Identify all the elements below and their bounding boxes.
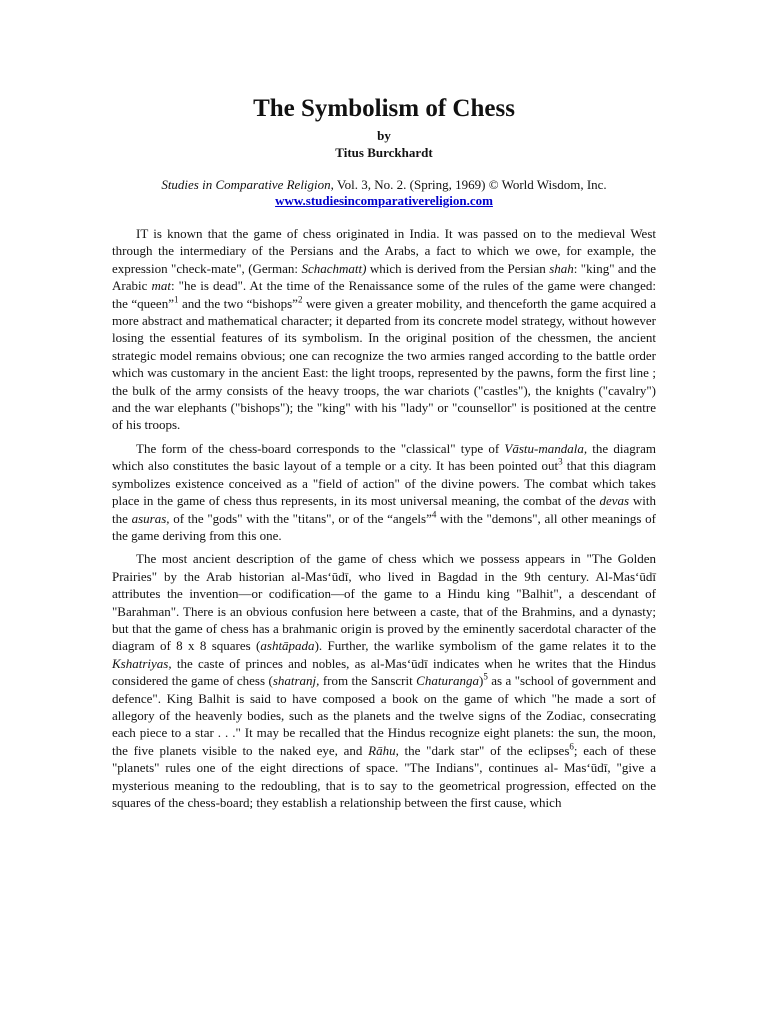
footnote-ref-4[interactable]: 4 [431, 509, 437, 520]
website-link[interactable]: www.studiesincomparativereligion.com [275, 193, 493, 208]
paragraph-1: IT is known that the game of chess originated in India. It was passed on to the medieval West through the intermediary of the Persians and the Arabs, a fact to which we owe, for example, the expression "check-mate", (German: Schachmatt) which is derived from the Persian shah: "king" and the Arabic mat: "he is dead". At the time of the Renaissance some of the rules of the game were changed: the “queen”$^1$ and the two “bishops”$^2$ were given a greater mobility, and thenceforth the game acquired a more abstract and mathematical character; it departed from its concrete model strategy, without however losing the essential features of its symbolism. In the original position of the chessmen, the ancient strategic model remains obvious; one can recognize the two armies ranged according to the battle order which was customary in the ancient East: the light troops, represented by the pawns, form the first line ; the bulk of the army consists of the heavy troops, the war chariots ("castles"), the knights ("cavalry") and the war elephants ("bishops"); the "king" with his "lady" or "counsellor" is positioned at the centre of his troops. [112, 226, 656, 433]
citation-details: , Vol. 3, No. 2. (Spring, 1969) © World Wisdom, Inc. [330, 177, 607, 192]
article-body [112, 225, 656, 811]
footnote-ref-5[interactable]: 5 [483, 671, 488, 682]
journal-name: Studies in Comparative Religion [161, 177, 331, 192]
url-line [112, 193, 656, 209]
paragraph-2: The form of the chess-board corresponds to the "classical" type of Vāstu-mandala, the diagram which also constitutes the basic layout of a temple or a city. It has been pointed out$^3$ that this diagram symbolizes existence conceived as a "field of action" of the divine powers. The combat which takes place in the game of chess thus represents, in its most universal meaning, the combat of the devas with the asuras, of the "gods" with the "titans", or of the “angels”$^4$ with the "demons", all other meanings of the game deriving from this one. [112, 440, 657, 543]
citation [112, 177, 656, 193]
footnote-ref-1[interactable]: 1 [173, 294, 179, 305]
page-title: The Symbolism of Chess [253, 95, 515, 122]
footnote-ref-6[interactable]: 6 [569, 741, 574, 752]
byline-by: by [377, 128, 391, 143]
author-name: Titus Burckhardt [335, 145, 433, 160]
footnote-ref-3[interactable]: 3 [558, 456, 563, 467]
paragraph-3: The most ancient description of the game of chess which we possess appears in "The Golden Prairies" by the Arab historian al-Mas‘ūdī, who lived in Bagdad in the 9th century. Al-Mas‘ūdī attributes the invention—or codification—of the game to a Hindu king "Balhit", a descendant of "Barahman". There is an obvious confusion here between a caste, that of the Brahmins, and a dynasty; but that the game of chess has a brahmanic origin is proved by the eminently sacerdotal character of the diagram of 8 x 8 squares (ashtāpada). Further, the warlike symbolism of the game relates it to the Kshatriyas, the caste of princes and nobles, as al-Mas‘ūdī indicates when he writes that the Hindus considered the game of chess (shatranj, from the Sanscrit Chaturanga)$^5$ as a "school of government and defence". King Balhit is said to have composed a book on the game of which "he made a sort of allegory of the heavenly bodies, such as the planets and the twelve signs of the Zodiac, consecrating each piece to a star . . ." It may be recalled that the Hindus recognize eight planets: the sun, the moon, the five planets visible to the naked eye, and Rāhu, the "dark star" of the eclipses$^6$; each of these "planets" rules one of the eight directions of space. "The Indians", continues al- Mas‘ūdī, "give a mysterious meaning to the redoubling, that is to say to the geometrical progression, effected on the squares of the chess-board; they establish a relationship between the first cause, which [112, 551, 656, 810]
footnote-ref-2[interactable]: 2 [297, 294, 303, 305]
